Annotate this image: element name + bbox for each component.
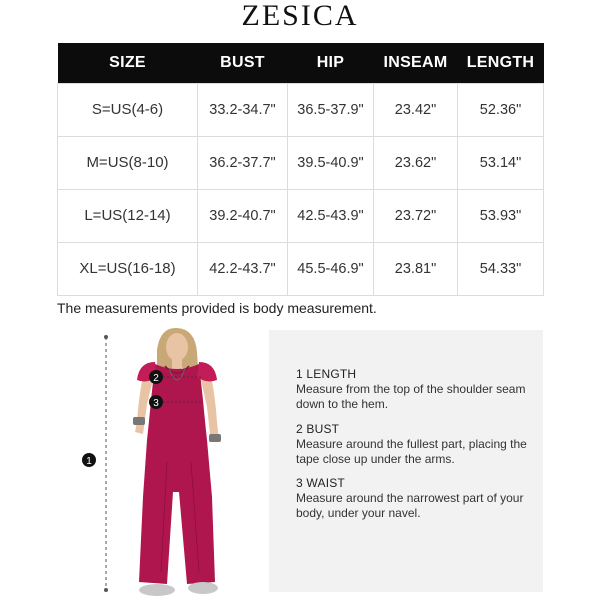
- model-jumpsuit: [139, 364, 215, 584]
- cell-hip: 45.5-46.9": [288, 242, 374, 295]
- guide-length-title: 1 LENGTH: [296, 367, 357, 381]
- guide-length: [296, 367, 536, 412]
- cell-length: 52.36": [458, 83, 544, 136]
- cell-size: M=US(8-10): [58, 136, 198, 189]
- measurement-guide-panel: [269, 330, 543, 592]
- bracelet-left: [133, 417, 145, 425]
- cell-inseam: 23.81": [374, 242, 458, 295]
- length-guide-bottom: [104, 588, 108, 592]
- sleeve-right: [197, 362, 217, 381]
- guide-bust-desc: Measure around the fullest part, placing the tape close up under the arms.: [296, 437, 527, 466]
- shoe-left: [139, 584, 175, 596]
- cell-length: 53.14": [458, 136, 544, 189]
- cell-size: XL=US(16-18): [58, 242, 198, 295]
- cell-length: 54.33": [458, 242, 544, 295]
- model-face: [166, 333, 188, 361]
- cell-bust: 42.2-43.7": [198, 242, 288, 295]
- cell-inseam: 23.72": [374, 189, 458, 242]
- guide-waist: [296, 476, 536, 521]
- cell-size: S=US(4-6): [58, 83, 198, 136]
- cell-size: L=US(12-14): [58, 189, 198, 242]
- brand-logo: ZESICA: [241, 0, 359, 32]
- measurement-note: The measurements provided is body measurement.: [57, 300, 377, 316]
- model-neck: [172, 359, 182, 369]
- marker-length-label: 1: [86, 456, 92, 467]
- header-bust: BUST: [198, 43, 288, 83]
- guide-bust-title: 2 BUST: [296, 422, 340, 436]
- table-row: [58, 242, 544, 295]
- marker-waist: [149, 395, 163, 409]
- cell-length: 53.93": [458, 189, 544, 242]
- table-row: [58, 136, 544, 189]
- guide-length-desc: Measure from the top of the shoulder seam down to the hem.: [296, 382, 526, 411]
- size-chart-table: [57, 43, 544, 296]
- header-inseam: INSEAM: [374, 43, 458, 83]
- guide-waist-desc: Measure around the narrowest part of your body, under your navel.: [296, 491, 524, 520]
- marker-waist-label: 3: [153, 398, 159, 409]
- table-row: [58, 189, 544, 242]
- cell-hip: 39.5-40.9": [288, 136, 374, 189]
- guide-waist-title: 3 WAIST: [296, 476, 345, 490]
- cell-bust: 36.2-37.7": [198, 136, 288, 189]
- cell-inseam: 23.62": [374, 136, 458, 189]
- cell-inseam: 23.42": [374, 83, 458, 136]
- model-illustration: [57, 322, 267, 600]
- cell-bust: 33.2-34.7": [198, 83, 288, 136]
- cell-hip: 36.5-37.9": [288, 83, 374, 136]
- table-row: [58, 83, 544, 136]
- marker-length: [82, 453, 96, 467]
- cell-bust: 39.2-40.7": [198, 189, 288, 242]
- marker-bust-label: 2: [153, 373, 159, 384]
- shoe-right: [188, 582, 218, 594]
- length-guide-top: [104, 335, 108, 339]
- table-header-row: [58, 43, 544, 83]
- header-size: SIZE: [58, 43, 198, 83]
- cell-hip: 42.5-43.9": [288, 189, 374, 242]
- header-length: LENGTH: [458, 43, 544, 83]
- guide-bust: [296, 422, 536, 467]
- marker-bust: [149, 370, 163, 384]
- model-figure: [57, 322, 267, 600]
- bracelet-right: [209, 434, 221, 442]
- header-hip: HIP: [288, 43, 374, 83]
